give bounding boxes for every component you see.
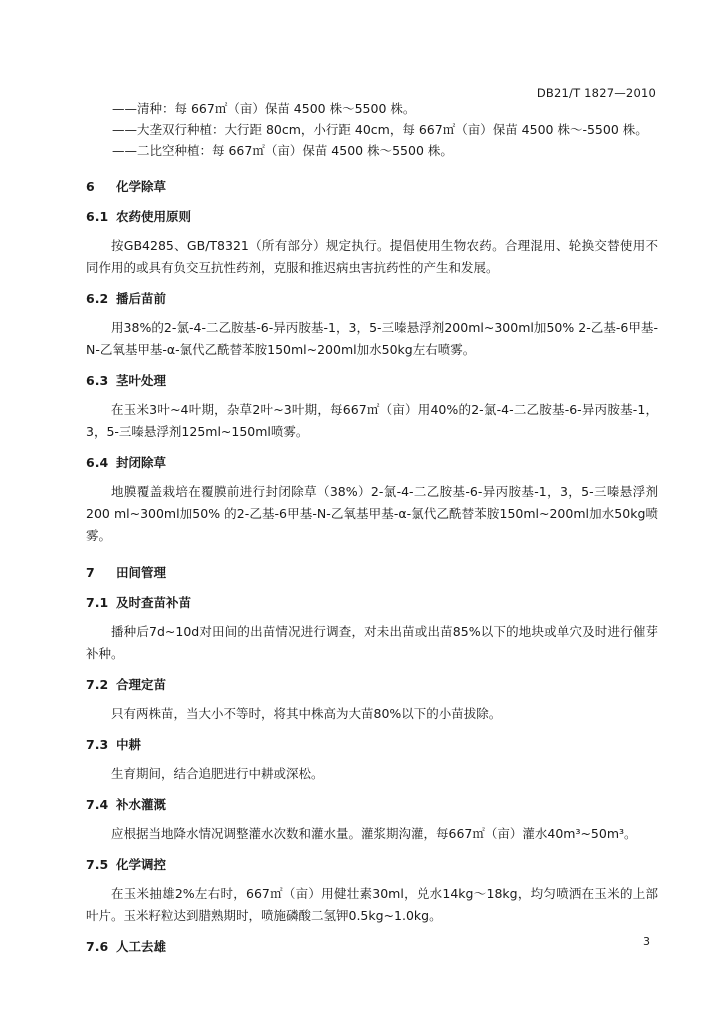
subsection-title: 化学调控 bbox=[116, 857, 167, 872]
subsection-title: 补水灌溉 bbox=[116, 797, 167, 812]
section-heading bbox=[86, 177, 658, 197]
document-body bbox=[86, 98, 658, 965]
subsection-heading bbox=[86, 207, 658, 227]
section-number: 7 bbox=[86, 565, 95, 580]
subsection-title: 茎叶处理 bbox=[116, 373, 167, 388]
subsection-title: 人工去雄 bbox=[116, 939, 167, 954]
page-number: 3 bbox=[643, 935, 650, 948]
paragraph: 在玉米3叶~4叶期，杂草2叶~3叶期，每667㎡（亩）用40%的2-氯-4-二乙胺基-6-异丙胺基-1，3，5-三嗪悬浮剂125ml~150ml喷雾。 bbox=[86, 402, 658, 439]
standard-code: DB21/T 1827—2010 bbox=[536, 86, 656, 100]
subsection-number: 6.1 bbox=[86, 209, 109, 224]
subsection-number: 7.3 bbox=[86, 737, 109, 752]
subsection-heading bbox=[86, 675, 658, 695]
dash-item: ——大垄双行种植：大行距 80cm，小行距 40cm，每 667㎡（亩）保苗 4500 株～-5500 株。 bbox=[112, 122, 648, 137]
subsection-number: 7.4 bbox=[86, 797, 109, 812]
section-number: 6 bbox=[86, 179, 95, 194]
subsection-heading bbox=[86, 855, 658, 875]
subsection-title: 中耕 bbox=[116, 737, 142, 752]
section-heading bbox=[86, 563, 658, 583]
paragraph: 播种后7d~10d对田间的出苗情况进行调查，对未出苗或出苗85%以下的地块或单穴及时进行催芽补种。 bbox=[86, 624, 658, 661]
subsection-title: 合理定苗 bbox=[116, 677, 167, 692]
dash-item: ——二比空种植：每 667㎡（亩）保苗 4500 株～5500 株。 bbox=[112, 143, 453, 158]
paragraph: 按GB4285、GB/T8321（所有部分）规定执行。提倡使用生物农药。合理混用、轮换交替使用不同作用的或具有负交互抗性药剂，克服和推迟病虫害抗药性的产生和发展。 bbox=[86, 238, 658, 275]
subsection-heading bbox=[86, 937, 658, 957]
subsection-number: 6.2 bbox=[86, 291, 109, 306]
paragraph: 生育期间，结合追肥进行中耕或深松。 bbox=[111, 766, 324, 781]
section-title: 田间管理 bbox=[116, 565, 167, 580]
paragraph: 只有两株苗，当大小不等时，将其中株高为大苗80%以下的小苗拔除。 bbox=[111, 706, 502, 721]
subsection-number: 7.1 bbox=[86, 595, 109, 610]
subsection-title: 封闭除草 bbox=[116, 455, 167, 470]
subsection-heading bbox=[86, 593, 658, 613]
subsection-heading bbox=[86, 453, 658, 473]
subsection-number: 6.4 bbox=[86, 455, 109, 470]
paragraph: 用38%的2-氯-4-二乙胺基-6-异丙胺基-1，3，5-三嗪悬浮剂200ml~300ml加50% 2-乙基-6甲基-N-乙氧基甲基-α-氯代乙酰替苯胺150ml~200ml加水50kg左右喷雾。 bbox=[86, 320, 658, 357]
subsection-heading bbox=[86, 735, 658, 755]
subsection-heading bbox=[86, 371, 658, 391]
subsection-title: 及时查苗补苗 bbox=[116, 595, 192, 610]
subsection-number: 7.5 bbox=[86, 857, 109, 872]
subsection-title: 播后苗前 bbox=[116, 291, 167, 306]
paragraph: 应根据当地降水情况调整灌水次数和灌水量。灌浆期沟灌，每667㎡（亩）灌水40m³~50m³。 bbox=[111, 826, 637, 841]
section-title: 化学除草 bbox=[116, 179, 167, 194]
subsection-number: 7.2 bbox=[86, 677, 109, 692]
paragraph: 在玉米抽雄2%左右时，667㎡（亩）用健壮素30ml，兑水14kg～18kg，均匀喷洒在玉米的上部叶片。玉米籽粒达到腊熟期时，喷施磷酸二氢钾0.5kg~1.0kg。 bbox=[86, 886, 658, 923]
subsection-title: 农药使用原则 bbox=[116, 209, 192, 224]
subsection-heading bbox=[86, 795, 658, 815]
subsection-number: 6.3 bbox=[86, 373, 109, 388]
subsection-heading bbox=[86, 289, 658, 309]
dash-item: ——清种：每 667㎡（亩）保苗 4500 株～5500 株。 bbox=[112, 101, 416, 116]
subsection-number: 7.6 bbox=[86, 939, 109, 954]
paragraph: 地膜覆盖栽培在覆膜前进行封闭除草（38%）2-氯-4-二乙胺基-6-异丙胺基-1，3，5-三嗪悬浮剂200 ml~300ml加50% 的2-乙基-6甲基-N-乙氧基甲基-α-氯代乙酰替苯胺150ml~200ml加水50kg喷雾。 bbox=[86, 484, 658, 543]
